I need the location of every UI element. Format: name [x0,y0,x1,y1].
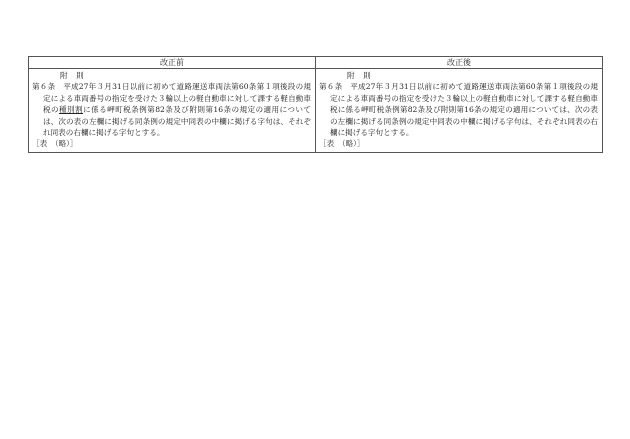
before-amendment-cell [29,69,316,153]
table-header-row [29,57,603,69]
after-amendment-cell [316,69,603,153]
after-supplementary-heading: 附 則 [347,71,372,80]
header-after-amendment: 改正後 [316,57,603,69]
amendment-comparison-table [28,56,603,153]
header-before-amendment: 改正前 [29,57,316,69]
after-table-omitted-note: ［表 （略）］ [319,139,365,149]
before-amended-phrase: 種別割 [59,105,84,115]
before-table-omitted-note: ［表 （略）］ [32,139,78,149]
before-supplementary-heading: 附 則 [60,71,85,80]
after-article-6-text: 第６条 平成27年３月31日以前に初めて道路運送車両法第60条第１項後段の規定による車両番号の指定を受けた３輪以上の軽自動車に対して課する軽自動車税に係る岬町税条例第82条及び附則第16条の規定の適用については、次の表の左欄に掲げる同条例の規定中同表の中欄に掲げる字句は、それぞれ同表の右欄に掲げる字句とする。 [319,82,598,138]
table-body-row [29,69,603,153]
before-article-text-pre: 第６条 平成27年３月31日以前に初めて道路運送車両法第60条第１項後段の規定による車両番号の指定を受けた３輪以上の軽自動車に対して課する軽自動車税の [32,82,311,115]
before-article-text-post: に係る岬町税条例第82条及び附則第16条の規定の適用については、次の表の左欄に掲げる同条例の規定中同表の中欄に掲げる字句は、それぞれ同表の右欄に掲げる字句とする。 [43,105,312,138]
before-article-6-text [32,81,311,138]
